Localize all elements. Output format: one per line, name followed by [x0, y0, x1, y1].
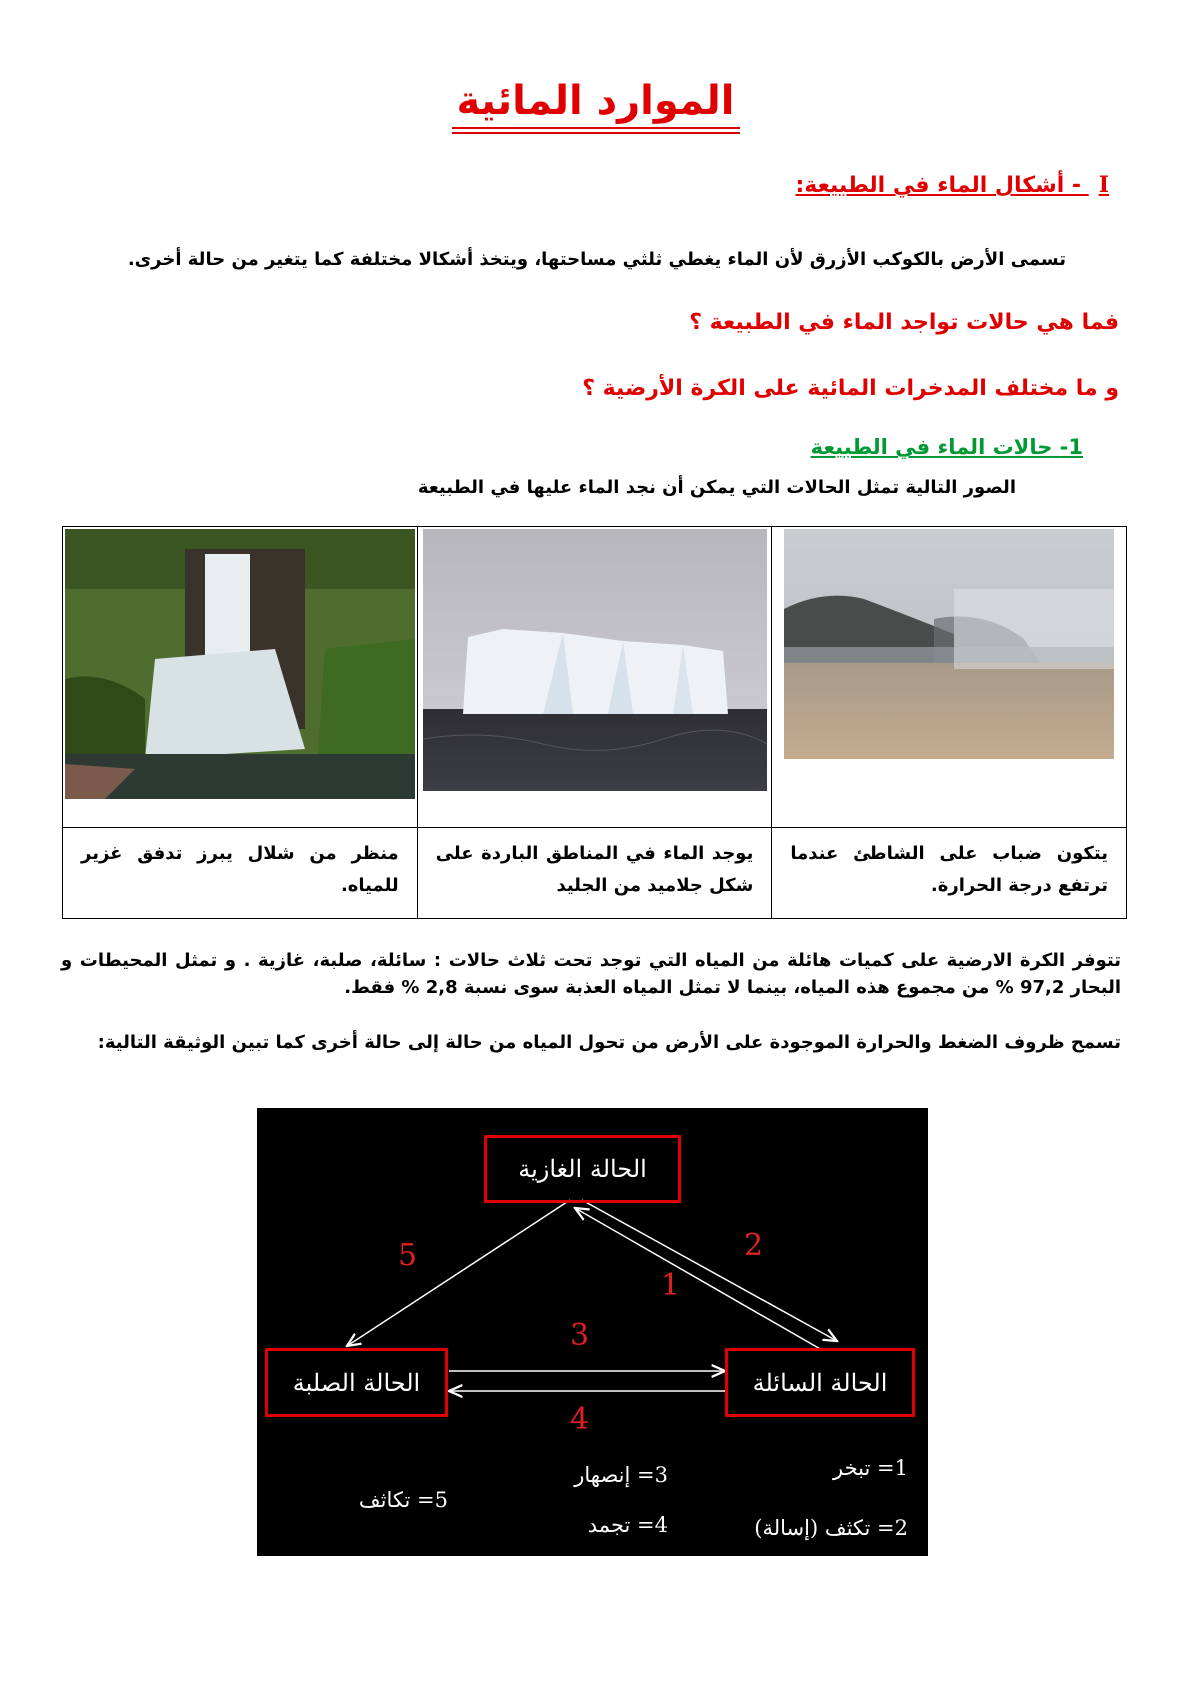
caption-waterfall: منظر من شلال يبرز تدفق غزير للمياه.	[63, 828, 418, 919]
section-title: - أشكال الماء في الطبيعة:	[795, 173, 1082, 198]
photos-intro: الصور التالية تمثل الحالات التي يمكن أن نجد الماء عليها في الطبيعة	[417, 477, 1016, 498]
intro-paragraph: تسمى الأرض بالكوكب الأزرق لأن الماء يغطي ثلثي مساحتها، ويتخذ أشكالا مختلفة كما يتغير من حالة أخرى.	[127, 249, 1066, 270]
title-underline-2	[452, 132, 740, 134]
legend-5: 5= تكاثف	[358, 1488, 448, 1512]
question-2: و ما مختلف المدخرات المائية على الكرة الأرضية ؟	[582, 376, 1119, 401]
label-3: 3	[570, 1318, 590, 1353]
photos-table	[62, 526, 1127, 919]
paragraph-water-transformations: تسمح ظروف الضغط والحرارة الموجودة على الأرض من تحول المياه من حالة إلى حالة أخرى كما تبين الوثيقة التالية:	[97, 1032, 1121, 1053]
label-4: 4	[570, 1402, 590, 1437]
page-title: الموارد المائية	[456, 78, 735, 124]
legend-3: 3= إنصهار	[574, 1463, 668, 1487]
arrow-5	[347, 1200, 570, 1346]
question-1: فما هي حالات تواجد الماء في الطبيعة ؟	[689, 310, 1119, 335]
iceberg-photo-icon	[423, 529, 767, 791]
fog-beach-photo-icon	[784, 529, 1114, 759]
section-heading	[795, 172, 1109, 198]
gas-state-box: الحالة الغازية	[484, 1135, 681, 1203]
label-5: 5	[398, 1238, 418, 1273]
section-number: I	[1098, 172, 1109, 198]
label-1: 1	[661, 1268, 681, 1303]
legend-1: 1= تبخر	[833, 1456, 908, 1480]
arrow-2	[582, 1200, 837, 1341]
photo-cell-waterfall	[63, 527, 418, 828]
paragraph-water-amounts: تتوفر الكرة الارضية على كميات هائلة من المياه التي توجد تحت ثلاث حالات : سائلة، صلبة، غازية . و تمثل المحيطات و البحار 97,2 % من مجموع هذه المياه، بينما لا تمثل المياه العذبة سوى نسبة 2,8 % فقط.	[61, 950, 1121, 998]
caption-iceberg: يوجد الماء في المناطق الباردة على شكل جلاميد من الجليد	[417, 828, 772, 919]
label-2: 2	[744, 1228, 764, 1263]
solid-state-box: الحالة الصلبة	[265, 1348, 448, 1417]
waterfall-photo-icon	[65, 529, 415, 799]
photo-cell-iceberg	[417, 527, 772, 828]
photo-cell-fog	[772, 527, 1127, 828]
legend-4: 4= تجمد	[587, 1513, 668, 1537]
legend-2: 2= تكثف (إسالة)	[754, 1516, 908, 1540]
liquid-state-box: الحالة السائلة	[725, 1348, 915, 1417]
subsection-number: 1-	[1059, 435, 1083, 459]
caption-fog: يتكون ضباب على الشاطئ عندما ترتفع درجة الحرارة.	[772, 828, 1127, 919]
subsection-title: حالات الماء في الطبيعة	[810, 435, 1053, 459]
arrow-1	[575, 1208, 822, 1350]
water-states-diagram	[257, 1108, 928, 1556]
subsection-heading	[811, 435, 1083, 459]
title-underline	[452, 127, 740, 129]
